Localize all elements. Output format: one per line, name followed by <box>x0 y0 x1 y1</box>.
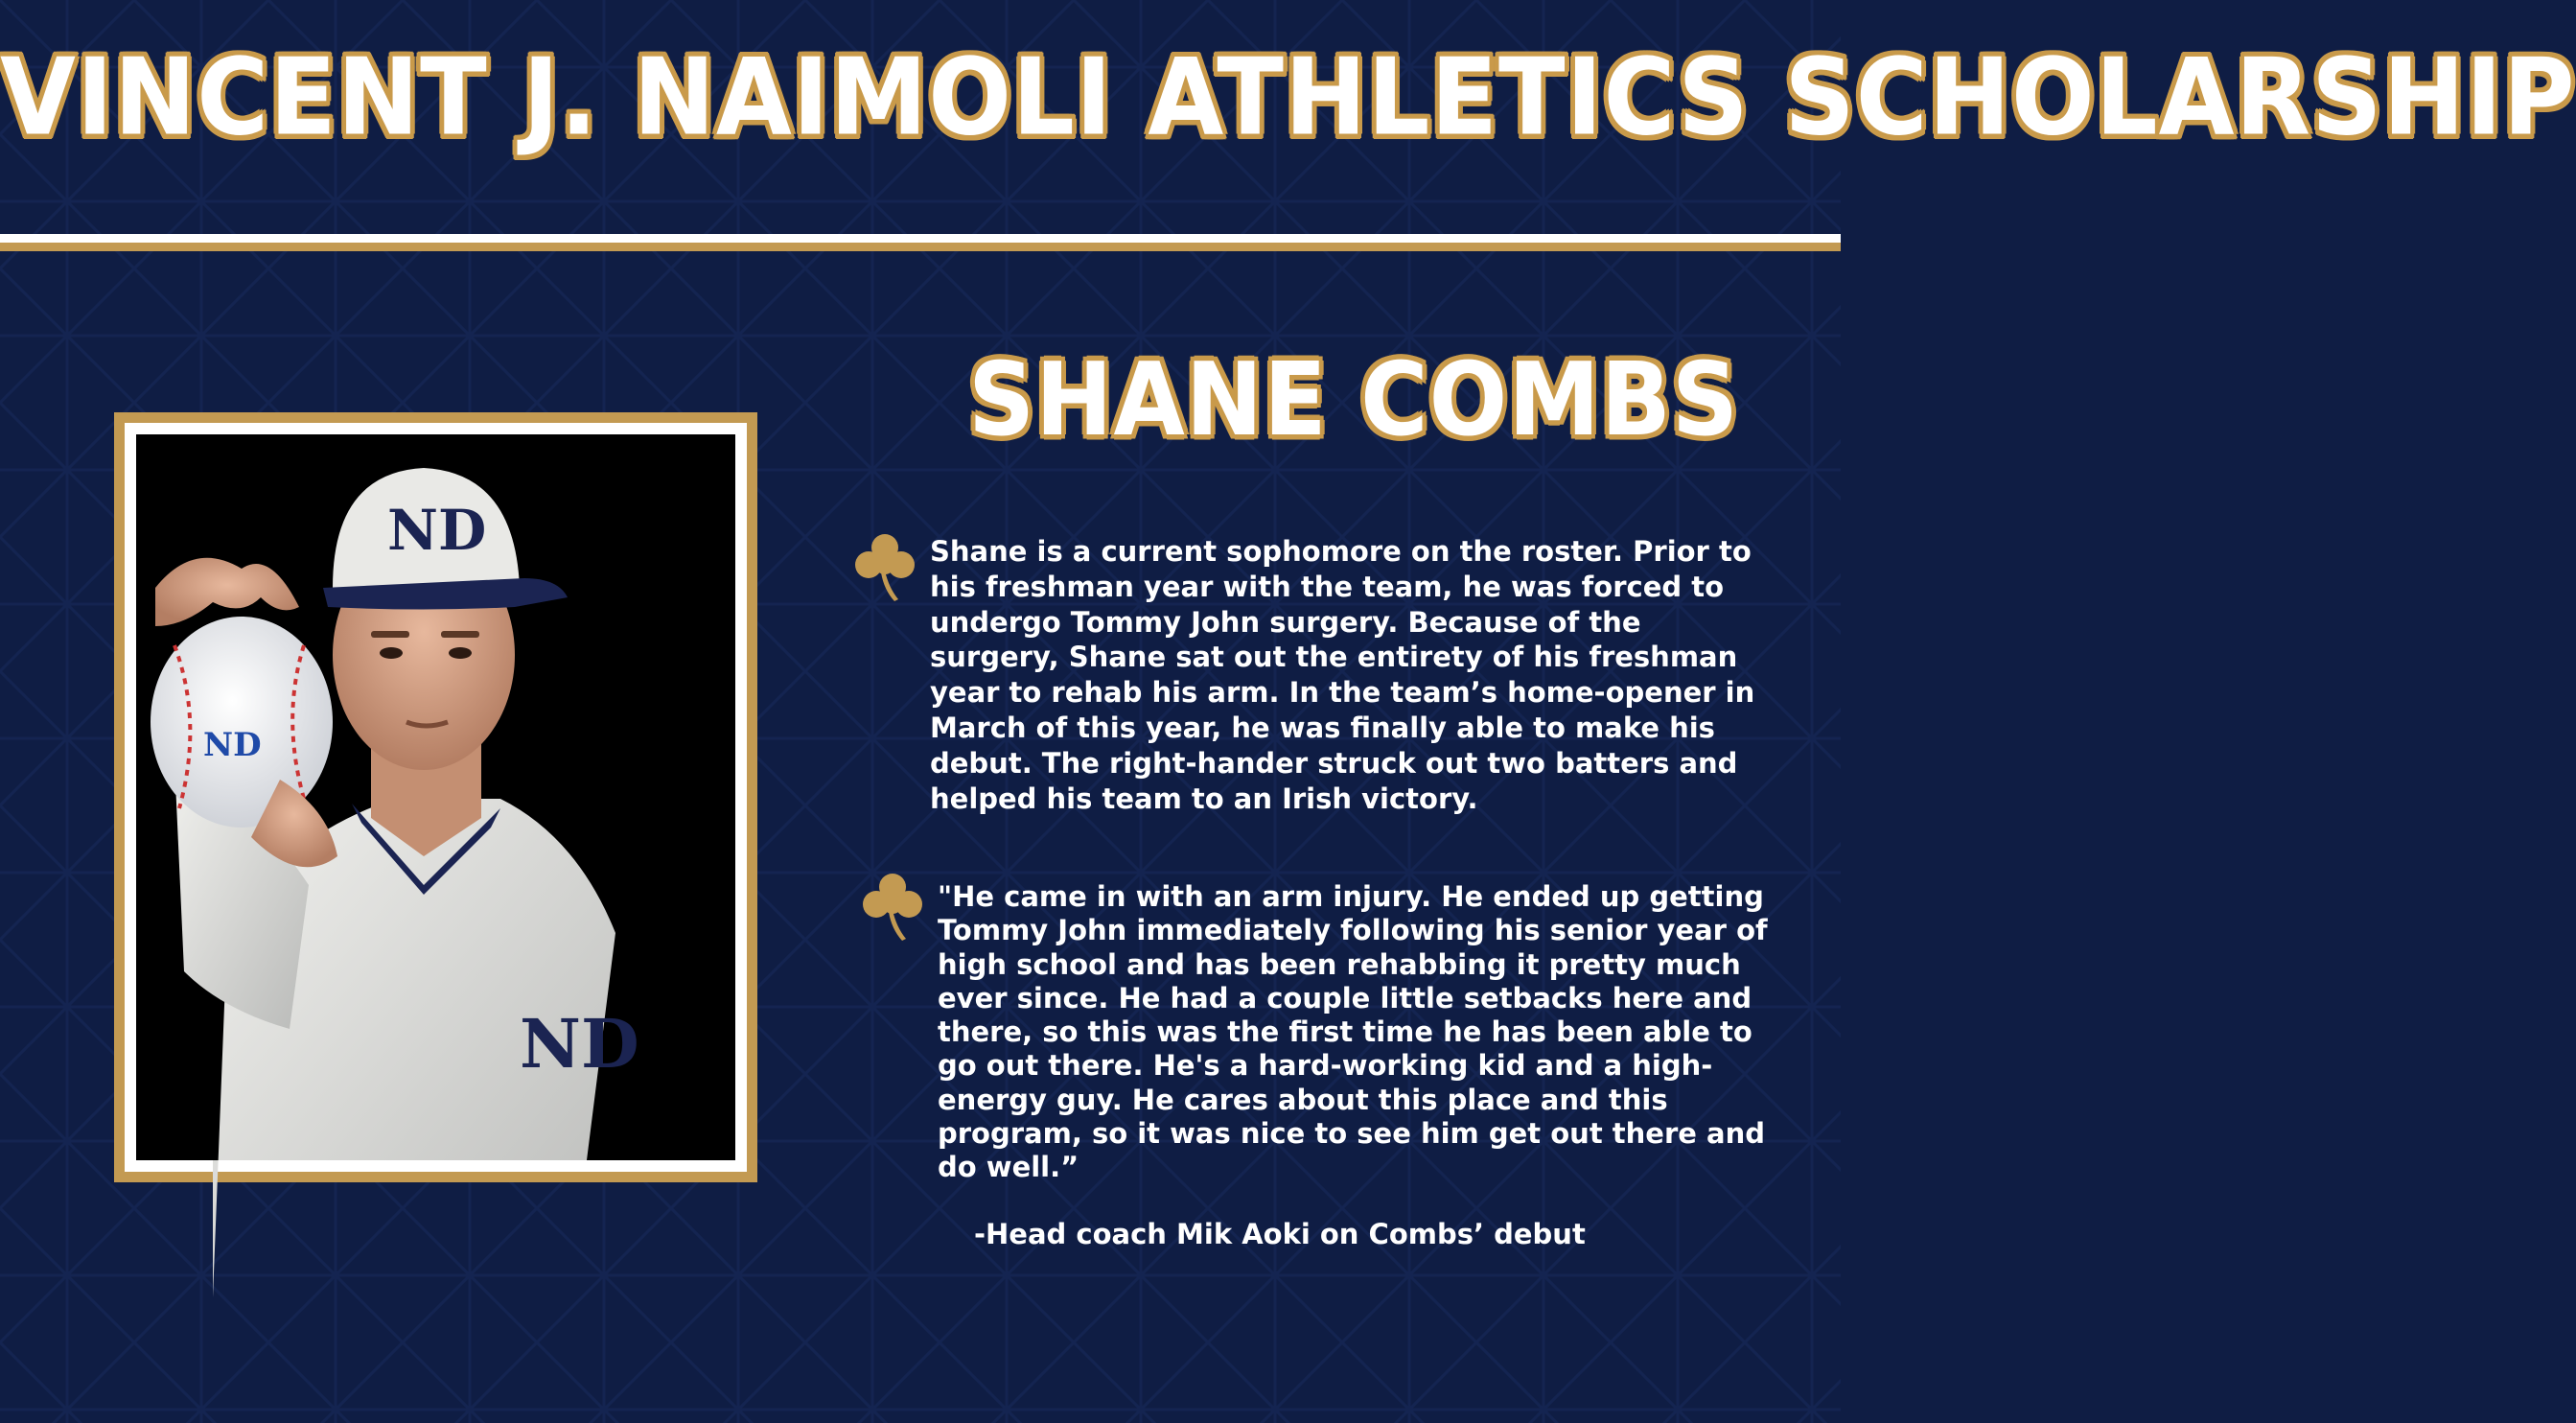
header-divider-white <box>0 234 1841 243</box>
player-photo <box>136 434 735 1160</box>
header-divider-gold <box>0 243 1841 251</box>
player-bio: Shane is a current sophomore on the roster. Prior to his freshman year with the team, he was forced to undergo Tommy John surgery. Because of the surgery, Shane sat out the entirety of his freshman year to rehab his arm. In the team’s home-opener in March of this year, he was finally able to make his debut. The right-hander struck out two batters and helped his team to an Irish victory. <box>930 535 1755 815</box>
page-title: VINCENT J. NAIMOLI ATHLETICS SCHOLARSHIP <box>0 36 2576 160</box>
svg-text:ND: ND <box>203 726 262 764</box>
player-name: SHANE COMBS <box>968 340 1740 459</box>
header <box>0 0 2576 234</box>
svg-text:ND: ND <box>387 498 487 563</box>
baseball-player-photo-icon <box>136 434 735 1160</box>
coach-quote: "He came in with an arm injury. He ended up getting Tommy John immediately following his senior year of high school and has been rehabbing it pretty much ever since. He had a couple little setbacks here and there, so this was the first time he has been able to go out there. He's a hard-working kid and a high-energy guy. He cares about this place and this program, so it was nice to see him get out there and do well.” <box>938 880 1768 1184</box>
photo-frame <box>114 412 757 1182</box>
shamrock-icon <box>852 532 917 601</box>
quote-attribution: -Head coach Mik Aoki on Combs’ debut <box>974 1218 1586 1250</box>
svg-text:ND: ND <box>520 1004 639 1084</box>
shamrock-icon <box>860 872 925 941</box>
